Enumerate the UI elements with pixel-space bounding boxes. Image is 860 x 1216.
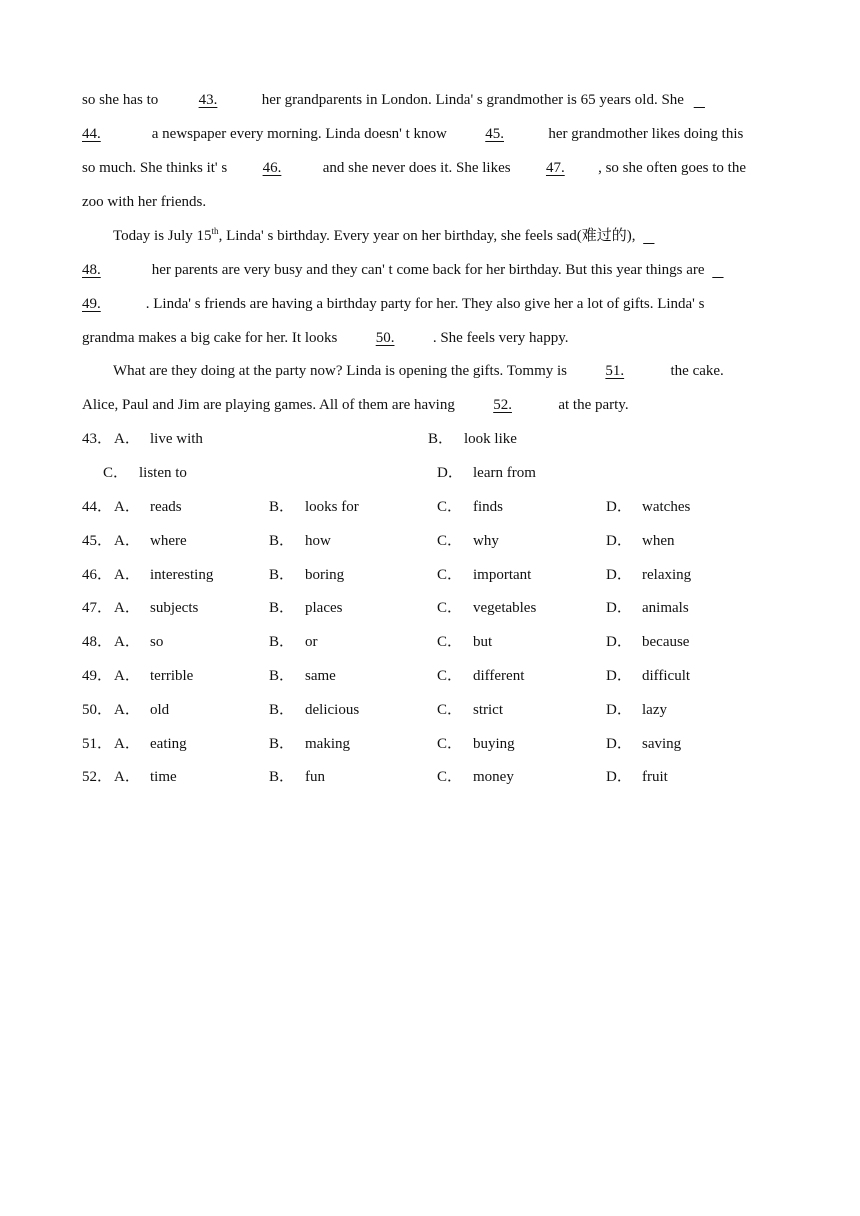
text: Alice, Paul and Jim are playing games. All of them are having [82, 397, 455, 413]
blank-47[interactable] [518, 158, 592, 178]
passage-line-8 [82, 328, 569, 348]
text: so much. She thinks it' s [82, 160, 228, 176]
blank-44-start[interactable] [694, 90, 718, 110]
option-letter: C． [437, 668, 463, 684]
text: . She feels very happy. [432, 330, 569, 346]
option-d[interactable] [606, 767, 668, 787]
option-text: interesting [150, 566, 214, 583]
blank-48-start[interactable] [643, 226, 665, 246]
text: her grandparents in London. Linda' s grandmother is 65 years old. She [261, 92, 684, 108]
option-letter: A． [114, 431, 140, 447]
option-c[interactable] [103, 463, 187, 483]
option-a[interactable] [114, 767, 177, 787]
option-text: fun [305, 769, 325, 786]
option-text: because [642, 634, 690, 651]
option-text: strict [473, 701, 503, 718]
blank-51[interactable] [575, 361, 655, 381]
option-b[interactable] [428, 429, 517, 449]
option-letter: B． [428, 431, 454, 447]
option-text: lazy [642, 701, 667, 718]
option-letter: D． [606, 634, 632, 651]
blank-number: 46. [262, 160, 282, 176]
option-letter: A． [114, 701, 140, 718]
option-text: making [305, 735, 350, 752]
option-d[interactable] [606, 598, 689, 618]
text: Today is July 15 [113, 228, 212, 244]
blank-number: 48. [82, 262, 101, 278]
text: a newspaper every morning. Linda doesn' t know [151, 126, 447, 142]
option-c[interactable] [437, 734, 515, 754]
question-number: 48． [82, 634, 113, 651]
blank-43[interactable] [168, 90, 248, 110]
option-letter: D． [606, 735, 632, 752]
blank-50[interactable] [345, 328, 425, 348]
option-text: vegetables [473, 600, 537, 617]
text: at the party. [558, 397, 629, 413]
option-text: reads [150, 499, 182, 515]
option-a[interactable] [114, 531, 187, 551]
option-letter: C． [437, 600, 463, 617]
option-text: terrible [150, 668, 194, 684]
text: . Linda' s friends are having a birthday party for her. They also give her a lot of gifts. Linda' s [145, 296, 705, 312]
question-number: 47． [82, 600, 113, 617]
option-a[interactable] [114, 632, 164, 652]
option-text: but [473, 634, 493, 651]
option-b[interactable] [269, 497, 359, 517]
passage-line-7 [82, 294, 704, 314]
question-number: 49． [82, 668, 113, 684]
text: her grandmother likes doing this [548, 126, 744, 142]
option-text: different [473, 668, 525, 684]
blank-number: 45. [485, 126, 504, 142]
blank-44[interactable] [82, 124, 138, 144]
blank-number: 47. [545, 160, 565, 176]
option-d[interactable] [606, 531, 675, 551]
option-c[interactable] [437, 767, 514, 787]
text: so she has to [82, 92, 159, 108]
blank-number: 50. [375, 330, 395, 346]
option-a[interactable] [114, 734, 187, 754]
option-letter: B． [269, 600, 295, 617]
passage-line-6 [82, 260, 734, 280]
option-letter: D． [606, 600, 632, 617]
option-text: time [150, 769, 177, 786]
option-a[interactable] [114, 497, 182, 517]
option-text: why [473, 532, 499, 549]
option-letter: C． [437, 532, 463, 549]
option-a[interactable] [114, 666, 194, 686]
option-text: animals [642, 600, 689, 617]
option-d[interactable] [606, 565, 692, 585]
option-text: fruit [642, 769, 668, 786]
option-letter: A． [114, 532, 140, 549]
option-letter: B． [269, 701, 295, 718]
option-letter: A． [114, 634, 140, 651]
option-letter: A． [114, 769, 140, 786]
blank-number: 51. [605, 363, 625, 379]
option-text: finds [473, 499, 503, 515]
option-letter: A． [114, 735, 140, 752]
option-letter: A． [114, 600, 140, 617]
option-text: how [305, 532, 331, 549]
option-text: watches [642, 499, 691, 515]
option-d[interactable] [606, 666, 691, 686]
question-number: 52． [82, 769, 113, 786]
option-text: buying [473, 735, 515, 752]
option-c[interactable] [437, 565, 532, 585]
option-text: boring [305, 566, 345, 583]
option-d[interactable] [437, 463, 536, 483]
option-a[interactable] [114, 429, 203, 449]
option-letter: B． [269, 668, 295, 684]
option-letter: D． [437, 465, 463, 481]
passage-line-10 [82, 395, 629, 415]
option-letter: D． [606, 701, 632, 718]
option-text: money [473, 769, 514, 786]
option-c[interactable] [437, 497, 503, 517]
option-letter: C． [437, 499, 463, 515]
option-text: old [150, 701, 170, 718]
option-d[interactable] [606, 632, 690, 652]
option-c[interactable] [437, 598, 537, 618]
option-letter: B． [269, 499, 295, 515]
option-letter: D． [606, 499, 632, 515]
blank-52[interactable] [463, 395, 543, 415]
blank-49-start[interactable] [712, 260, 734, 280]
option-text: relaxing [642, 566, 692, 583]
option-text: look like [464, 431, 517, 447]
text: , so she often goes to the [598, 160, 746, 176]
option-c[interactable] [437, 700, 503, 720]
text: her parents are very busy and they can' t come back for her birthday. But this year things are [151, 262, 705, 278]
blank-number: 44. [82, 126, 101, 142]
blank-46[interactable] [235, 158, 309, 178]
text: the cake. [670, 363, 724, 379]
superscript: th [211, 226, 219, 236]
text: zoo with her friends. [82, 194, 207, 210]
option-b[interactable] [269, 666, 336, 686]
option-letter: B． [269, 532, 295, 549]
option-letter: A． [114, 668, 140, 684]
option-text: where [150, 532, 187, 549]
option-letter: C． [103, 465, 129, 481]
option-a[interactable] [114, 700, 170, 720]
option-text: places [305, 600, 343, 617]
passage-line-4 [82, 192, 206, 212]
option-text: looks for [305, 499, 359, 515]
option-text: or [305, 634, 318, 651]
blank-45[interactable] [455, 124, 535, 144]
option-letter: C． [437, 701, 463, 718]
option-letter: C． [437, 566, 463, 583]
option-letter: B． [269, 735, 295, 752]
option-text: saving [642, 735, 682, 752]
blank-number: 43. [198, 92, 218, 108]
option-a[interactable] [114, 565, 214, 585]
option-letter: A． [114, 499, 140, 515]
option-b[interactable] [269, 598, 343, 618]
option-text: learn from [473, 465, 536, 481]
question-number: 51． [82, 735, 113, 752]
option-text: difficult [642, 668, 691, 684]
option-b[interactable] [269, 734, 350, 754]
option-b[interactable] [269, 531, 331, 551]
question-number: 46． [82, 566, 113, 583]
option-c[interactable] [437, 666, 525, 686]
option-text: same [305, 668, 336, 684]
blank-number: 49. [82, 296, 101, 312]
passage-line-1 [82, 90, 718, 110]
option-text: so [150, 634, 164, 651]
option-letter: A． [114, 566, 140, 583]
blank-48[interactable] [82, 260, 138, 280]
option-b[interactable] [269, 632, 318, 652]
passage-line-2 [82, 124, 743, 144]
passage-line-3 [82, 158, 746, 178]
option-letter: D． [606, 769, 632, 786]
option-letter: B． [269, 566, 295, 583]
option-letter: C． [437, 634, 463, 651]
question-number: 44． [82, 499, 113, 515]
option-d[interactable] [606, 700, 667, 720]
option-text: delicious [305, 701, 360, 718]
text: and she never does it. She likes [322, 160, 511, 176]
option-c[interactable] [437, 632, 493, 652]
option-b[interactable] [269, 700, 360, 720]
question-number: 43． [82, 431, 113, 447]
blank-49[interactable] [82, 294, 138, 314]
option-d[interactable] [606, 497, 691, 517]
question-number: 50． [82, 701, 113, 718]
option-text: important [473, 566, 532, 583]
option-c[interactable] [437, 531, 499, 551]
text: grandma makes a big cake for her. It looks [82, 330, 338, 346]
option-text: when [642, 532, 675, 549]
option-text: live with [150, 431, 203, 447]
text: What are they doing at the party now? Linda is opening the gifts. Tommy is [113, 363, 567, 379]
option-b[interactable] [269, 565, 345, 585]
passage-line-9 [113, 361, 724, 381]
option-letter: D． [606, 532, 632, 549]
blank-number: 52. [493, 397, 512, 413]
option-a[interactable] [114, 598, 199, 618]
option-b[interactable] [269, 767, 325, 787]
passage-line-5 [113, 226, 665, 246]
option-letter: C． [437, 769, 463, 786]
option-letter: B． [269, 634, 295, 651]
option-letter: D． [606, 566, 632, 583]
option-letter: B． [269, 769, 295, 786]
option-text: listen to [139, 465, 187, 481]
option-letter: C． [437, 735, 463, 752]
option-letter: D． [606, 668, 632, 684]
text: , Linda' s birthday. Every year on her birthday, she feels sad(难过的), [218, 228, 636, 244]
question-number: 45． [82, 532, 113, 549]
option-text: eating [150, 735, 187, 752]
option-d[interactable] [606, 734, 682, 754]
option-text: subjects [150, 600, 199, 617]
